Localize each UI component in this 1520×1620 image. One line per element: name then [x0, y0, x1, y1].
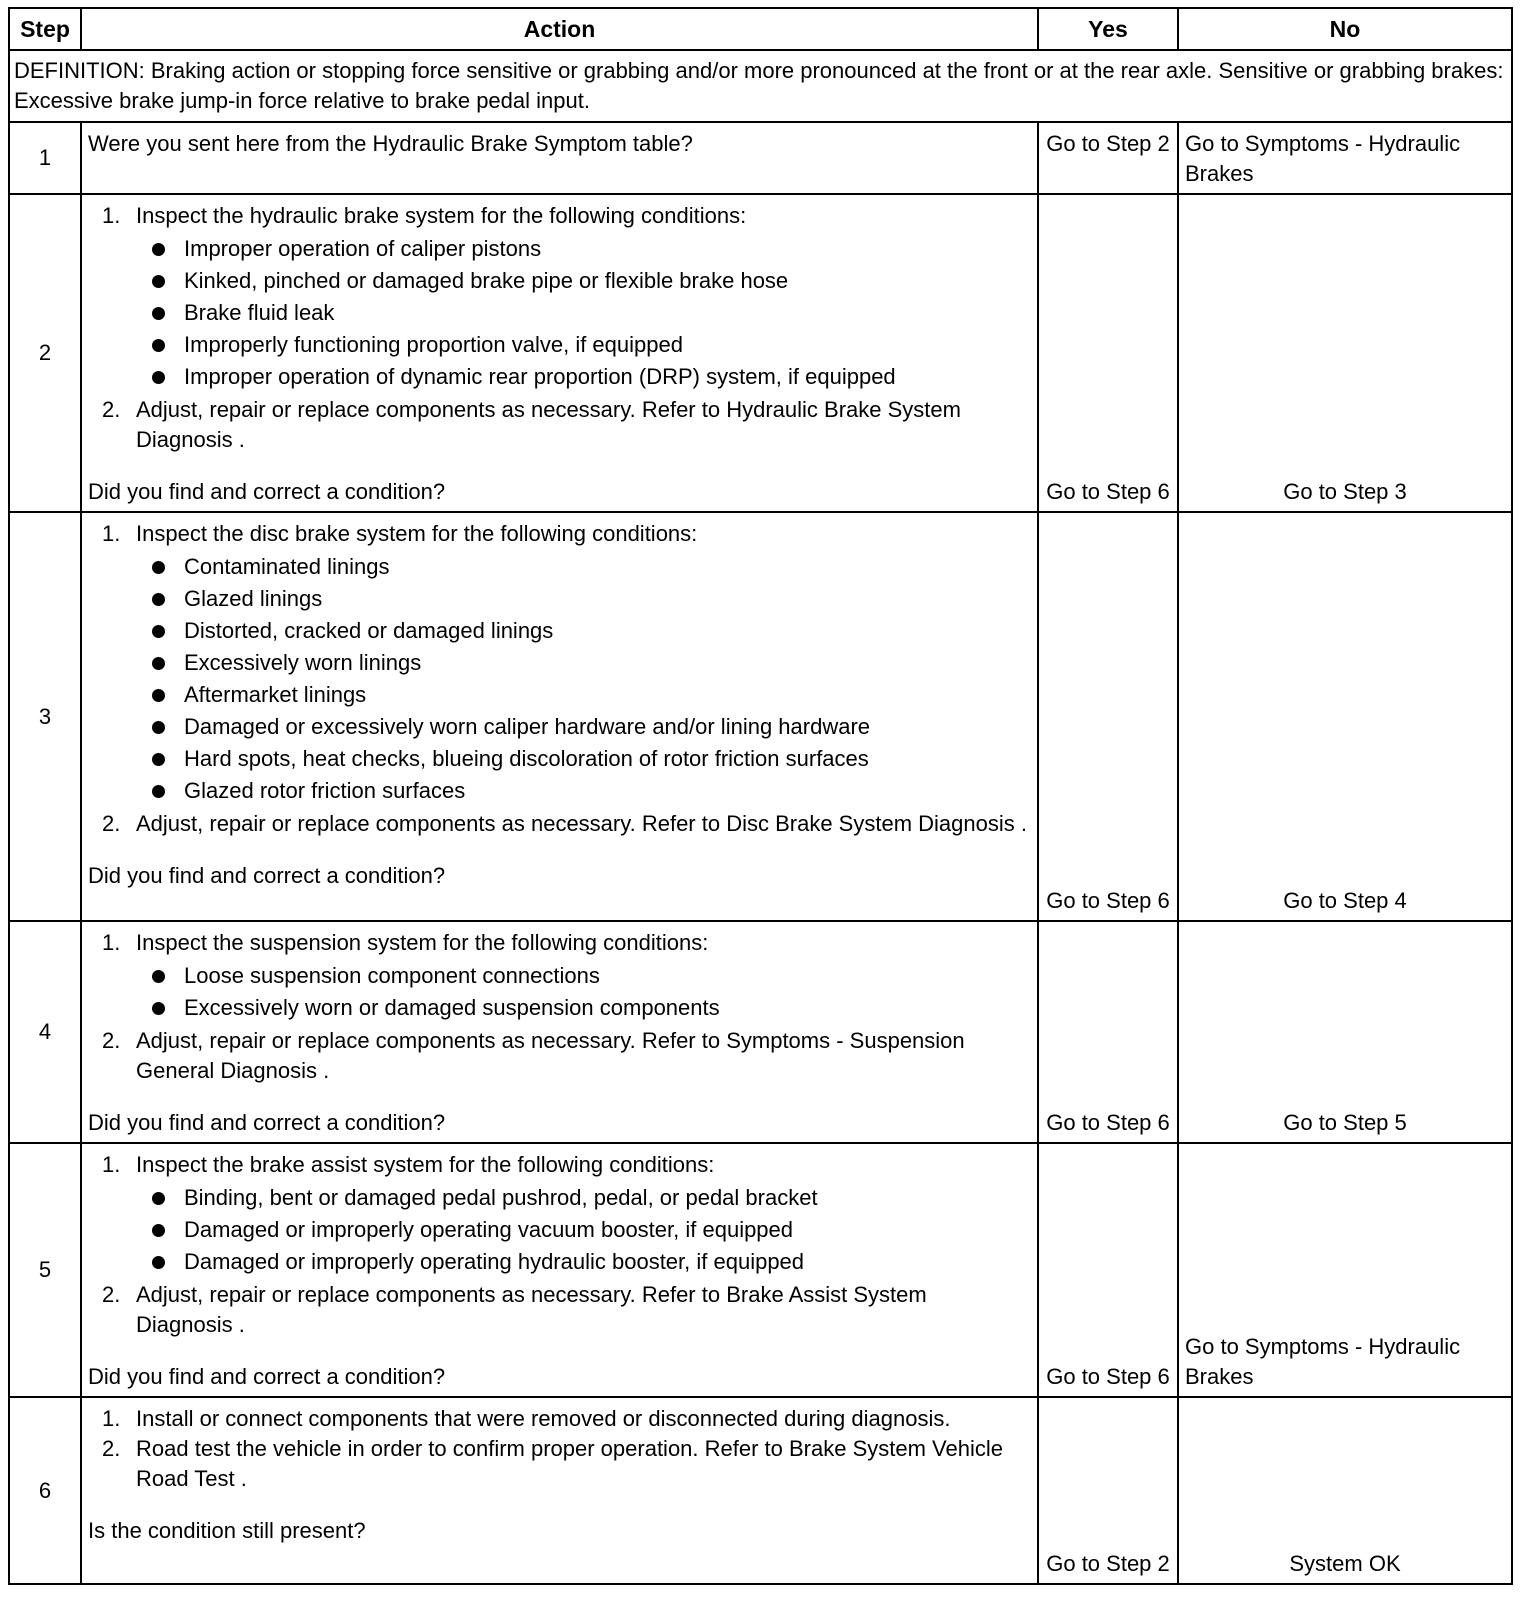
action-item: Adjust, repair or replace components as necessary. Refer to Hydraulic Brake System Diagnosis . [136, 397, 961, 452]
condition-list [136, 551, 1029, 807]
action-steps [88, 928, 1029, 1086]
action-item: Adjust, repair or replace components as necessary. Refer to Brake Assist System Diagnosis . [136, 1282, 927, 1337]
action-item-text: Inspect the disc brake system for the following conditions: [136, 521, 698, 546]
action-item-text: Inspect the suspension system for the following conditions: [136, 930, 709, 955]
condition-item: Loose suspension component connections [184, 960, 1029, 992]
header-row [9, 8, 1512, 50]
action-steps [88, 201, 1029, 455]
condition-item: Hard spots, heat checks, blueing discoloration of rotor friction surfaces [184, 743, 1029, 775]
no-cell: Go to Step 3 [1178, 194, 1512, 512]
diagnostic-table [8, 7, 1513, 1585]
condition-item: Brake fluid leak [184, 297, 1029, 329]
condition-item: Damaged or improperly operating vacuum booster, if equipped [184, 1214, 1029, 1246]
step-number: 1 [9, 122, 81, 194]
condition-item: Improper operation of dynamic rear proportion (DRP) system, if equipped [184, 361, 1029, 393]
condition-item: Binding, bent or damaged pedal pushrod, pedal, or pedal bracket [184, 1182, 1029, 1214]
action-item: Install or connect components that were removed or disconnected during diagnosis. [136, 1406, 951, 1431]
action-cell [81, 122, 1038, 194]
yes-cell: Go to Step 2 [1038, 1397, 1178, 1584]
condition-item: Kinked, pinched or damaged brake pipe or flexible brake hose [184, 265, 1029, 297]
action-item: Road test the vehicle in order to confirm proper operation. Refer to Brake System Vehicle Road Test . [136, 1436, 1003, 1491]
table-row [9, 122, 1512, 194]
no-cell: Go to Step 4 [1178, 512, 1512, 921]
yes-cell: Go to Step 6 [1038, 1143, 1178, 1397]
condition-item: Excessively worn or damaged suspension components [184, 992, 1029, 1024]
action-steps [88, 1404, 1029, 1494]
action-steps [88, 1150, 1029, 1340]
no-cell: Go to Symptoms - Hydraulic Brakes [1178, 1143, 1512, 1397]
yes-cell: Go to Step 6 [1038, 512, 1178, 921]
step-number: 5 [9, 1143, 81, 1397]
step-number: 4 [9, 921, 81, 1143]
condition-item: Contaminated linings [184, 551, 1029, 583]
action-item-text: Inspect the brake assist system for the following conditions: [136, 1152, 715, 1177]
condition-list [136, 233, 1029, 393]
action-cell [81, 1143, 1038, 1397]
header-step: Step [9, 8, 81, 50]
definition-row [9, 50, 1512, 122]
condition-item: Glazed linings [184, 583, 1029, 615]
table-row [9, 921, 1512, 1143]
action-cell [81, 194, 1038, 512]
condition-item: Glazed rotor friction surfaces [184, 775, 1029, 807]
header-no: No [1178, 8, 1512, 50]
action-item [136, 519, 1029, 807]
yes-cell: Go to Step 2 [1038, 122, 1178, 194]
condition-item: Improper operation of caliper pistons [184, 233, 1029, 265]
action-item: Adjust, repair or replace components as necessary. Refer to Disc Brake System Diagnosis . [136, 811, 1027, 836]
condition-item: Aftermarket linings [184, 679, 1029, 711]
header-yes: Yes [1038, 8, 1178, 50]
condition-item: Damaged or excessively worn caliper hardware and/or lining hardware [184, 711, 1029, 743]
no-cell: Go to Symptoms - Hydraulic Brakes [1178, 122, 1512, 194]
question-text: Were you sent here from the Hydraulic Brake Symptom table? [88, 131, 693, 156]
action-item [136, 201, 1029, 393]
step-number: 3 [9, 512, 81, 921]
yes-cell: Go to Step 6 [1038, 194, 1178, 512]
action-item [136, 928, 1029, 1024]
condition-item: Distorted, cracked or damaged linings [184, 615, 1029, 647]
question-text: Is the condition still present? [88, 1518, 366, 1543]
question-text: Did you find and correct a condition? [88, 479, 446, 504]
header-action: Action [81, 8, 1038, 50]
question-text: Did you find and correct a condition? [88, 863, 446, 888]
table-row [9, 1143, 1512, 1397]
table-row [9, 1397, 1512, 1584]
step-number: 6 [9, 1397, 81, 1584]
question-text: Did you find and correct a condition? [88, 1110, 446, 1135]
definition-text: DEFINITION: Braking action or stopping force sensitive or grabbing and/or more pronounced at the front or at the rear axle. Sensitive or grabbing brakes: Excessive brake jump-in force relative to brake pedal input. [9, 50, 1512, 122]
table-row [9, 194, 1512, 512]
question-text: Did you find and correct a condition? [88, 1364, 446, 1389]
condition-item: Damaged or improperly operating hydraulic booster, if equipped [184, 1246, 1029, 1278]
action-item [136, 1150, 1029, 1278]
condition-item: Excessively worn linings [184, 647, 1029, 679]
yes-cell: Go to Step 6 [1038, 921, 1178, 1143]
no-cell: Go to Step 5 [1178, 921, 1512, 1143]
action-item-text: Inspect the hydraulic brake system for the following conditions: [136, 203, 747, 228]
condition-list [136, 960, 1029, 1024]
action-cell [81, 512, 1038, 921]
table-row [9, 512, 1512, 921]
step-number: 2 [9, 194, 81, 512]
action-cell [81, 1397, 1038, 1584]
action-steps [88, 519, 1029, 839]
condition-list [136, 1182, 1029, 1278]
action-item: Adjust, repair or replace components as necessary. Refer to Symptoms - Suspension General Diagnosis . [136, 1028, 965, 1083]
action-cell [81, 921, 1038, 1143]
condition-item: Improperly functioning proportion valve, if equipped [184, 329, 1029, 361]
no-cell: System OK [1178, 1397, 1512, 1584]
